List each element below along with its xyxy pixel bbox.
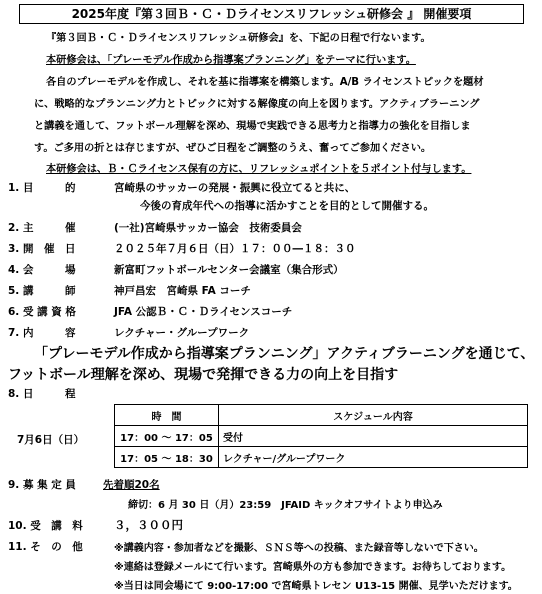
other-note-2: ※連絡は登録メールにて行います。宮崎県外の方も参加できます。お待ちしております。 [114, 562, 512, 573]
schedule-row [115, 426, 528, 447]
capacity-label: 9. 募 集 定 員 [8, 479, 76, 491]
content-label: 7. 内 容 [8, 327, 76, 339]
schedule-time: 17：00 ～ 17：05 [115, 426, 219, 447]
schedule-header-row [115, 405, 528, 426]
eligibility-value: JFA 公認Ｂ・Ｃ・Ｄライセンスコーチ [114, 306, 293, 318]
schedule-row [115, 447, 528, 468]
schedule-time: 17：05 ～ 18：30 [115, 447, 219, 468]
instructor-label: 5. 講 師 [8, 285, 76, 297]
intro-line-1: 『第３回Ｂ・Ｃ・Ｄライセンスリフレッシュ研修会』を、下記の日程で行ないます。 [46, 33, 431, 44]
purpose-value-2: 今後の育成年代への指導に活かすことを目的として開催する。 [140, 200, 434, 212]
document-title: 2025年度『第３回Ｂ・Ｃ・Ｄライセンスリフレッシュ研修会 』 開催要項 [19, 4, 524, 24]
intro-line-5: と講義を通して、フットボール理解を深め、現場で実践できる思考力と指導力の強化を目指しま [34, 121, 471, 132]
purpose-label: 1. 目 的 [8, 182, 76, 194]
schedule-header-content: スケジュール内容 [219, 405, 528, 426]
schedule-content: レクチャー/グループワーク [219, 447, 528, 468]
schedule-content: 受付 [219, 426, 528, 447]
purpose-value-1: 宮崎県のサッカーの発展・振興に役立てると共に、 [114, 182, 356, 194]
capacity-value: 先着順20名 [103, 479, 160, 491]
schedule-table [114, 404, 528, 468]
intro-line-2: 本研修会は、「プレーモデル作成から指導案プランニング」をテーマに行います。 [46, 55, 416, 66]
other-note-3: ※当日は同会場にて 9:00-17:00 で宮崎県トレセン U13-15 開催、見学いただけます。 [114, 581, 518, 592]
headline-line-2: フットボール理解を深め、現場で発揮できる力の向上を目指す [8, 367, 399, 383]
intro-line-7: 本研修会は、Ｂ・Ｃライセンス保有の方に、リフレッシュポイントを５ポイント付与します。 [46, 164, 472, 175]
application-deadline: 締切：6 月 30 日（月）23:59 JFAID キックオフサイトより申込み [128, 500, 443, 511]
other-label: 11. そ の 他 [8, 541, 83, 553]
schedule-header-time: 時 間 [115, 405, 219, 426]
schedule-label: 8. 日 程 [8, 388, 76, 400]
venue-value: 新富町フットボールセンター会議室（集合形式） [114, 264, 344, 276]
fee-label: 10. 受 講 料 [8, 520, 83, 532]
intro-line-3: 各自のプレーモデルを作成し、それを基に指導案を構築します。A/B ライセンストピックを題材 [46, 77, 484, 88]
instructor-value: 神戸昌宏 宮崎県 FA コーチ [114, 285, 251, 297]
organizer-value: (一社)宮崎県サッカー協会 技術委員会 [114, 222, 302, 234]
date-value: ２０２５年７月６日（日）１７：００―１８：３０ [114, 243, 356, 255]
date-label: 3. 開 催 日 [8, 243, 76, 255]
other-note-1: ※講義内容・参加者などを撮影、ＳＮＳ等への投稿、また録音等しないで下さい。 [114, 543, 484, 554]
headline-line-1: 「プレーモデル作成から指導案プランニング」アクティブラーニングを通じて、 [34, 346, 535, 362]
schedule-date: 7月6日（日） [17, 434, 85, 446]
intro-line-4: に、戦略的なプランニング力とトピックに対する解像度の向上を図ります。アクティブラーニング [34, 99, 480, 110]
content-value: レクチャー・グループワーク [114, 327, 250, 339]
eligibility-label: 6. 受 講 資 格 [8, 306, 76, 318]
intro-line-6: す。ご多用の折とは存じますが、ぜひご日程をご調整のうえ、奮ってご参加ください。 [34, 143, 432, 154]
organizer-label: 2. 主 催 [8, 222, 76, 234]
venue-label: 4. 会 場 [8, 264, 76, 276]
fee-value: ３，３００円 [114, 518, 183, 532]
